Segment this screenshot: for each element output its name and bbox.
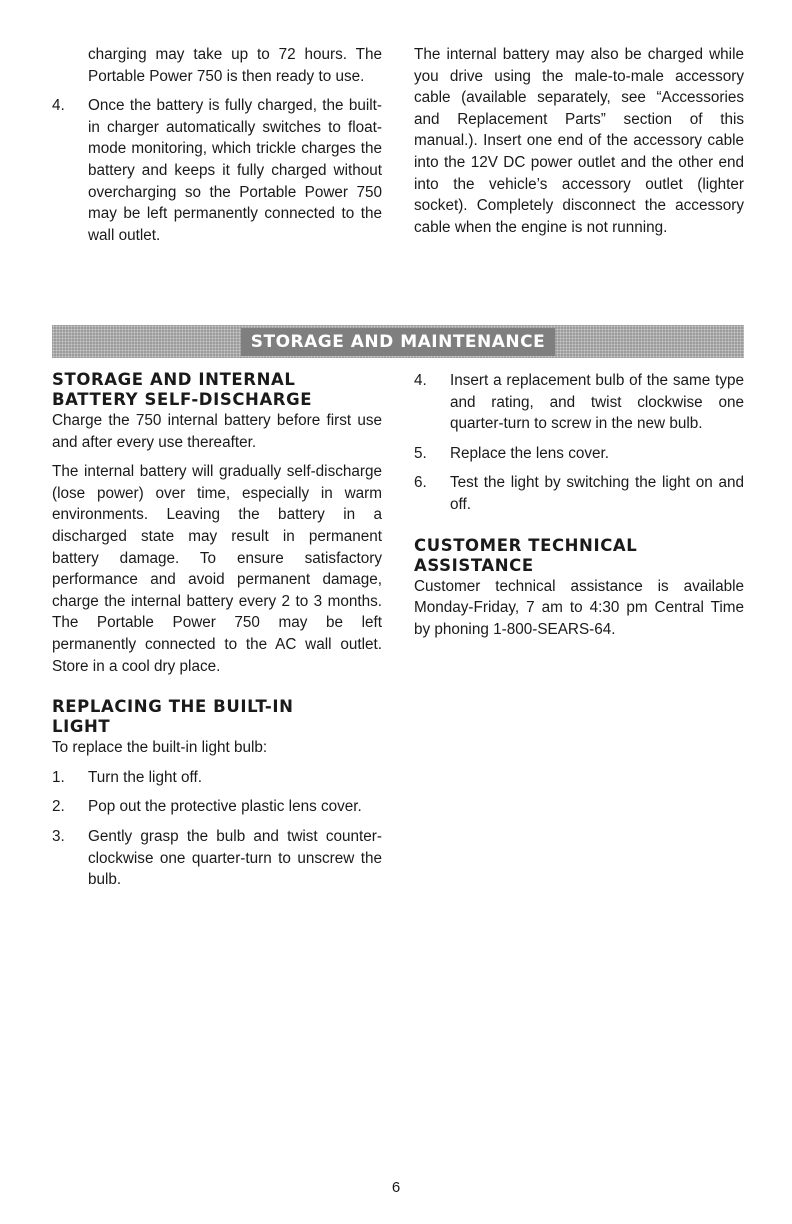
step-text: Test the light by switching the light on and off. [450, 474, 744, 513]
charging-continued-paragraph: charging may take up to 72 hours. The Portable Power 750 is then ready to use. [88, 46, 382, 85]
top-left-column [52, 44, 382, 254]
section-banner [52, 325, 744, 358]
storage-heading-line1: STORAGE AND INTERNAL [52, 370, 296, 389]
section-banner-title: STORAGE AND MAINTENANCE [241, 328, 555, 356]
customer-heading [414, 536, 744, 576]
replacing-step-3 [52, 826, 382, 891]
step-text: Gently grasp the bulb and twist counter-clockwise one quarter-turn to unscrew the bulb. [88, 827, 382, 889]
replacing-heading-line2: LIGHT [52, 717, 111, 737]
step-number: 6. [414, 474, 427, 492]
customer-heading-line2: ASSISTANCE [414, 555, 534, 575]
replacing-heading [52, 697, 382, 737]
step-text: Pop out the protective plastic lens cover. [88, 798, 362, 816]
replacing-heading-line1: REPLACING THE BUILT-IN [52, 697, 294, 717]
step-number: 1. [52, 768, 65, 786]
left-column [52, 370, 382, 899]
step-text: Turn the light off. [88, 768, 202, 786]
step-text: Replace the lens cover. [450, 444, 610, 462]
replacing-step-4 [414, 370, 744, 435]
step-text: Once the battery is fully charged, the built-in charger automatically switches to float-mode monitoring, which trickle charges the battery and keeps it fully charged without overcharging so the Portable Power 750 may be left permanently connected to the wall outlet. [88, 97, 382, 244]
replacing-steps-list [52, 767, 382, 891]
replacing-steps-list-continued [414, 370, 744, 516]
replacing-step-1 [52, 767, 382, 789]
storage-heading-line2: BATTERY SELF-DISCHARGE [52, 390, 313, 409]
page-number: 6 [391, 1179, 401, 1196]
step-number: 3. [52, 827, 65, 845]
charging-step-4 [52, 95, 382, 246]
charging-steps-list [52, 95, 382, 246]
right-column [414, 370, 744, 648]
replacing-step-6 [414, 472, 744, 515]
storage-heading [52, 370, 382, 410]
customer-heading-line1: CUSTOMER TECHNICAL [414, 535, 638, 555]
replacing-step-2 [52, 796, 382, 818]
storage-paragraph-2: The internal battery will gradually self-discharge (lose power) over time, especially in warm environments. Leaving the battery in a discharged state may result in permanent battery damage. To ensure satisfactory performance and avoid permanent damage, charge the internal battery every 2 to 3 months. The Portable Power 750 may be left permanently connected to the AC wall outlet. Store in a cool dry place. [52, 463, 382, 675]
step-text: Insert a replacement bulb of the same type and rating, and twist clockwise one quarter-turn to screw in the new bulb. [450, 372, 744, 433]
top-right-column [414, 44, 744, 246]
replacing-step-5 [414, 443, 744, 465]
storage-paragraph-1: Charge the 750 internal battery before first use and after every use thereafter. [52, 412, 382, 451]
customer-paragraph: Customer technical assistance is available Monday-Friday, 7 am to 4:30 pm Central Time by phoning 1-800-SEARS-64. [414, 577, 744, 638]
step-number: 5. [414, 444, 427, 462]
step-number: 4. [414, 372, 427, 389]
replacing-intro: To replace the built-in light bulb: [52, 739, 268, 757]
step-number: 2. [52, 798, 65, 816]
vehicle-charging-paragraph: The internal battery may also be charged while you drive using the male-to-male accessory cable (available separately, see “Accessories and Replacement Parts” section of this manual.). Insert one end of the accessory cable into the 12V DC power outlet and the other end into the vehicle’s accessory outlet (lighter socket). Completely disconnect the accessory cable when the engine is not running. [414, 46, 744, 236]
step-number: 4. [52, 97, 65, 115]
